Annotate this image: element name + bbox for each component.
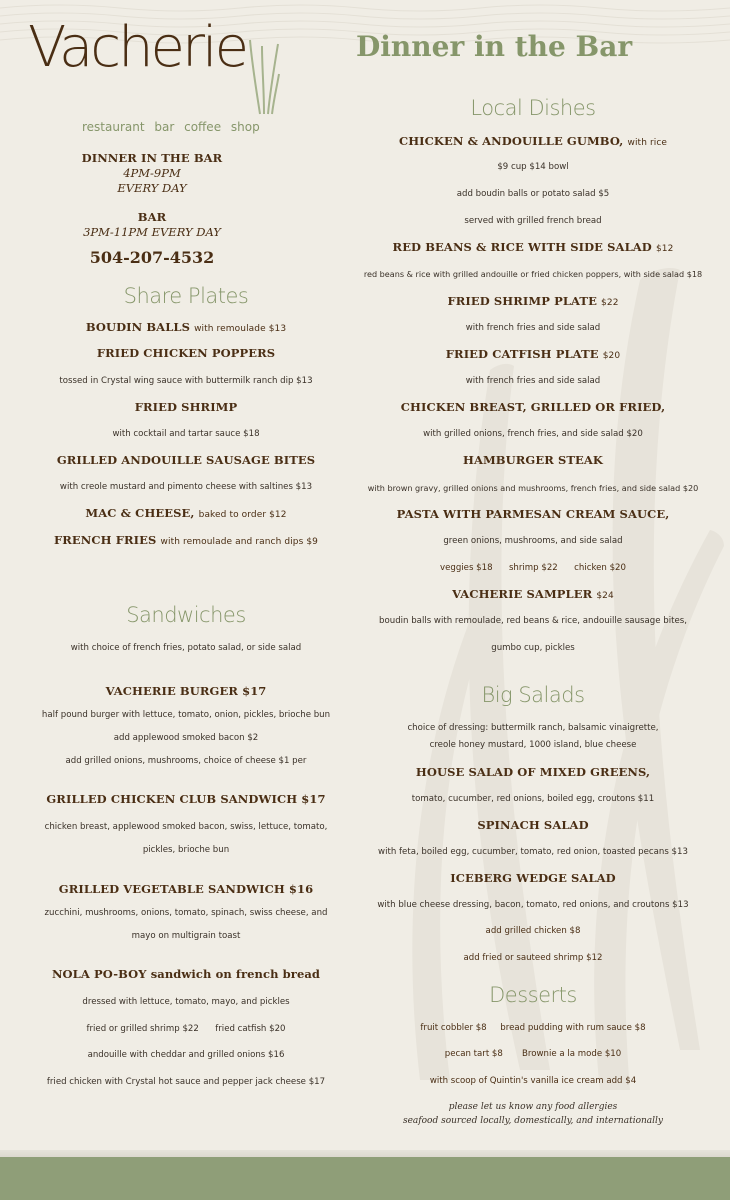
item-name: FRIED CATFISH PLATE — [445, 347, 599, 361]
shrimp-plate-item — [356, 294, 710, 308]
red-beans-desc: red beans & rice with grilled andouille or fried chicken poppers, with side salad $18 — [363, 269, 703, 279]
catfish-plate-item — [356, 347, 710, 361]
gumbo-price: $9 cup $14 bowl — [497, 162, 569, 172]
red-beans-item — [356, 240, 710, 254]
french-fries-item — [0, 533, 372, 547]
fried-shrimp-name: FRIED SHRIMP — [134, 400, 238, 414]
add-chicken: add grilled chicken $8 — [485, 926, 581, 936]
sandwiches-intro: with choice of french fries, potato salad, or side salad — [70, 643, 302, 653]
vacherie-burger-name: VACHERIE BURGER $17 — [105, 684, 267, 698]
chicken-poppers-desc: tossed in Crystal wing sauce with buttermilk ranch dip $13 — [59, 376, 313, 386]
chicken-poppers-name: FRIED CHICKEN POPPERS — [96, 346, 276, 360]
item-price: $22 — [601, 298, 619, 308]
add-shrimp: add fried or sauteed shrimp $12 — [463, 953, 603, 963]
item-name: FRIED SHRIMP PLATE — [447, 294, 597, 308]
burger-add-extras: add grilled onions, mushrooms, choice of cheese $1 per — [65, 756, 307, 766]
gumbo-served: served with grilled french bread — [464, 216, 602, 226]
desserts-line-1: fruit cobbler $8 bread pudding with rum sauce $8 — [420, 1023, 646, 1033]
wedge-salad-desc: with blue cheese dressing, bacon, tomato, red onions, and croutons $13 — [377, 900, 689, 910]
andouille-bites-name: GRILLED ANDOUILLE SAUSAGE BITES — [56, 453, 316, 467]
local-dishes-heading: Local Dishes — [470, 96, 596, 120]
burger-add-bacon: add applewood smoked bacon $2 — [113, 733, 259, 743]
chicken-club-name: GRILLED CHICKEN CLUB SANDWICH $17 — [46, 792, 326, 806]
logo-tagline: restaurant bar coffee shop — [82, 120, 260, 134]
item-note: baked to order $12 — [198, 510, 287, 520]
sandwiches-heading: Sandwiches — [126, 603, 246, 627]
house-salad-name: HOUSE SALAD OF MIXED GREENS, — [415, 765, 651, 779]
sampler-desc-2: gumbo cup, pickles — [491, 643, 575, 653]
seafood-notice: seafood sourced locally, domestically, and internationally — [402, 1116, 663, 1126]
phone-number[interactable]: 504-207-4532 — [89, 248, 215, 267]
item-name: MAC & CHEESE, — [85, 506, 195, 520]
dinner-label: DINNER IN THE BAR — [81, 151, 223, 165]
logo-wordmark: Vacherie — [28, 15, 247, 80]
house-salad-desc: tomato, cucumber, red onions, boiled egg, croutons $11 — [411, 794, 655, 804]
pasta-name: PASTA WITH PARMESAN CREAM SAUCE, — [396, 507, 670, 521]
item-name: RED BEANS & RICE WITH SIDE SALAD — [392, 240, 652, 254]
gumbo-item — [356, 134, 710, 148]
share-plates-heading: Share Plates — [123, 284, 249, 308]
desserts-line-2: pecan tart $8 Brownie a la mode $10 — [444, 1049, 622, 1059]
poboy-option-1: fried or grilled shrimp $22 fried catfish $20 — [86, 1024, 286, 1034]
item-name: BOUDIN BALLS — [85, 320, 190, 334]
poboy-option-3: fried chicken with Crystal hot sauce and pepper jack cheese $17 — [46, 1077, 326, 1087]
gumbo-add: add boudin balls or potato salad $5 — [456, 189, 610, 199]
spinach-salad-desc: with feta, boiled egg, cucumber, tomato, red onion, toasted pecans $13 — [378, 847, 688, 857]
chicken-breast-name: CHICKEN BREAST, GRILLED OR FRIED, — [400, 400, 666, 414]
dressing-line-1: choice of dressing: buttermilk ranch, balsamic vinaigrette, — [407, 723, 659, 733]
item-price: $24 — [596, 591, 614, 601]
veg-sandwich-name: GRILLED VEGETABLE SANDWICH $16 — [58, 882, 314, 896]
veg-sandwich-desc-2: mayo on multigrain toast — [131, 931, 241, 941]
vacherie-burger-desc: half pound burger with lettuce, tomato, onion, pickles, brioche bun — [41, 710, 331, 720]
allergy-notice: please let us know any food allergies — [448, 1102, 618, 1112]
item-name: FRENCH FRIES — [54, 533, 157, 547]
bar-label: BAR — [137, 210, 167, 224]
spinach-salad-name: SPINACH SALAD — [477, 818, 589, 832]
item-price: $20 — [602, 351, 621, 361]
chicken-club-desc-2: pickles, brioche bun — [142, 845, 230, 855]
sampler-item — [356, 587, 710, 601]
item-name: VACHERIE SAMPLER — [452, 587, 593, 601]
poboy-option-2: andouille with cheddar and grilled onions $16 — [87, 1050, 285, 1060]
catfish-plate-desc: with french fries and side salad — [465, 376, 601, 386]
pasta-desc: green onions, mushrooms, and side salad — [443, 536, 623, 546]
bar-hours: 3PM-11PM EVERY DAY — [83, 225, 221, 239]
poboy-name: NOLA PO-BOY sandwich on french bread — [51, 967, 321, 981]
dinner-hours: 4PM-9PM — [123, 166, 181, 180]
boudin-balls-item — [0, 320, 372, 334]
andouille-bites-desc: with creole mustard and pimento cheese with saltines $13 — [59, 482, 313, 492]
desserts-line-3: with scoop of Quintin's vanilla ice cream add $4 — [429, 1076, 637, 1086]
chicken-club-desc-1: chicken breast, applewood smoked bacon, swiss, lettuce, tomato, — [44, 822, 328, 832]
dressing-line-2: creole honey mustard, 1000 island, blue cheese — [429, 740, 637, 750]
page-title: Dinner in the Bar — [356, 30, 633, 63]
hamburger-steak-name: HAMBURGER STEAK — [462, 453, 604, 467]
mac-cheese-item — [0, 506, 372, 520]
hamburger-steak-desc: with brown gravy, grilled onions and mushrooms, french fries, and side salad $20 — [367, 483, 699, 493]
logo-reed-icon — [246, 38, 280, 116]
item-price: $12 — [655, 244, 674, 254]
sampler-desc-1: boudin balls with remoulade, red beans & rice, andouille sausage bites, — [379, 616, 687, 626]
shrimp-plate-desc: with french fries and side salad — [465, 323, 601, 333]
wedge-salad-name: ICEBERG WEDGE SALAD — [450, 871, 616, 885]
dinner-days: EVERY DAY — [117, 181, 187, 195]
fried-shrimp-desc: with cocktail and tartar sauce $18 — [112, 429, 260, 439]
veg-sandwich-desc-1: zucchini, mushrooms, onions, tomato, spinach, swiss cheese, and — [44, 908, 328, 918]
item-note: with remoulade and ranch dips $9 — [160, 537, 318, 547]
footer-band — [0, 1157, 730, 1200]
desserts-heading: Desserts — [489, 983, 577, 1007]
big-salads-heading: Big Salads — [481, 683, 585, 707]
item-note: with remoulade $13 — [194, 324, 287, 334]
item-name: CHICKEN & ANDOUILLE GUMBO, — [398, 134, 624, 148]
poboy-desc: dressed with lettuce, tomato, mayo, and pickles — [82, 997, 290, 1007]
pasta-options: veggies $18 shrimp $22 chicken $20 — [440, 563, 626, 573]
chicken-breast-desc: with grilled onions, french fries, and side salad $20 — [423, 429, 643, 439]
item-note: with rice — [627, 138, 668, 148]
